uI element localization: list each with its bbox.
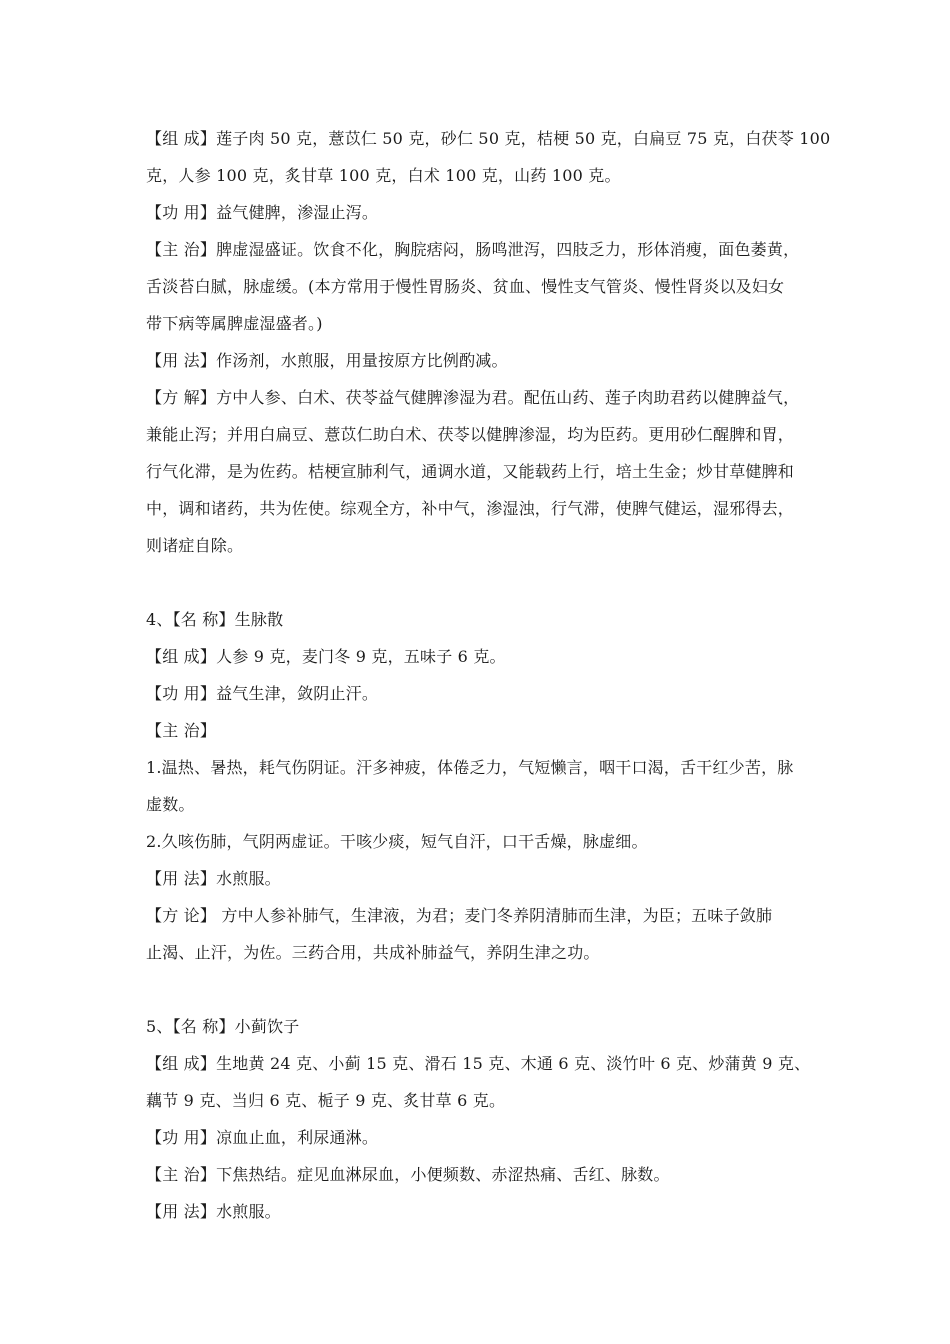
text-line: 1.温热、暑热，耗气伤阴证。汗多神疲，体倦乏力，气短懒言，咽干口渴，舌干红少苦，脉 (146, 758, 794, 777)
text-line: 【功 用】凉血止血，利尿通淋。 (146, 1128, 379, 1147)
text-line: 2.久咳伤肺，气阴两虚证。干咳少痰，短气自汗，口干舌燥，脉虚细。 (146, 832, 648, 851)
text-line: 行气化滞，是为佐药。桔梗宣肺利气，通调水道，又能载药上行，培土生金；炒甘草健脾和 (146, 462, 795, 481)
text-line: 虚数。 (146, 795, 195, 814)
section-heading: 5、【名 称】小蓟饮子 (146, 1017, 300, 1036)
text-line: 克，人参 100 克，炙甘草 100 克，白术 100 克，山药 100 克。 (146, 166, 621, 185)
text-line: 【用 法】水煎服。 (146, 1202, 281, 1221)
text-line: 【用 法】作汤剂，水煎服，用量按原方比例酌减。 (146, 351, 508, 370)
text-line: 兼能止泻；并用白扁豆、薏苡仁助白术、茯苓以健脾渗湿，均为臣药。更用砂仁醒脾和胃， (146, 425, 795, 444)
text-line: 【方 论】 方中人参补肺气，生津液，为君；麦门冬养阴清肺而生津，为臣；五味子敛肺 (146, 906, 773, 925)
text-line: 【主 治】脾虚湿盛证。饮食不化，胸脘痞闷，肠鸣泄泻，四肢乏力，形体消瘦，面色萎黄， (146, 240, 800, 259)
blank-line (146, 564, 811, 601)
text-line: 则诸症自除。 (146, 536, 244, 555)
text-line: 【组 成】生地黄 24 克、小蓟 15 克、滑石 15 克、木通 6 克、淡竹叶 6 克、炒蒲黄 9 克、 (146, 1054, 811, 1073)
text-line: 【组 成】莲子肉 50 克，薏苡仁 50 克，砂仁 50 克，桔梗 50 克，白扁豆 75 克，白茯苓 100 (146, 129, 831, 148)
text-line: 【用 法】水煎服。 (146, 869, 281, 888)
blank-line (146, 971, 811, 1008)
text-line: 【组 成】人参 9 克，麦门冬 9 克，五味子 6 克。 (146, 647, 506, 666)
text-line: 【功 用】益气生津，敛阴止汗。 (146, 684, 379, 703)
section-heading: 4、【名 称】生脉散 (146, 610, 284, 629)
text-line: 止渴、止汗，为佐。三药合用，共成补肺益气，养阴生津之功。 (146, 943, 600, 962)
text-line: 【功 用】益气健脾，渗湿止泻。 (146, 203, 379, 222)
text-line: 带下病等属脾虚湿盛者。) (146, 314, 323, 333)
text-line: 中，调和诸药，共为佐使。综观全方，补中气，渗湿浊，行气滞，使脾气健运，湿邪得去， (146, 499, 795, 518)
text-line: 【主 治】 (146, 721, 217, 740)
text-line: 【方 解】方中人参、白术、茯苓益气健脾渗湿为君。配伍山药、莲子肉助君药以健脾益气， (146, 388, 800, 407)
text-line: 藕节 9 克、当归 6 克、栀子 9 克、炙甘草 6 克。 (146, 1091, 506, 1110)
document-body (146, 120, 831, 1230)
text-line: 【主 治】下焦热结。症见血淋尿血，小便频数、赤涩热痛、舌红、脉数。 (146, 1165, 670, 1184)
text-line: 舌淡苔白腻，脉虚缓。(本方常用于慢性胃肠炎、贫血、慢性支气管炎、慢性肾炎以及妇女 (146, 277, 785, 296)
